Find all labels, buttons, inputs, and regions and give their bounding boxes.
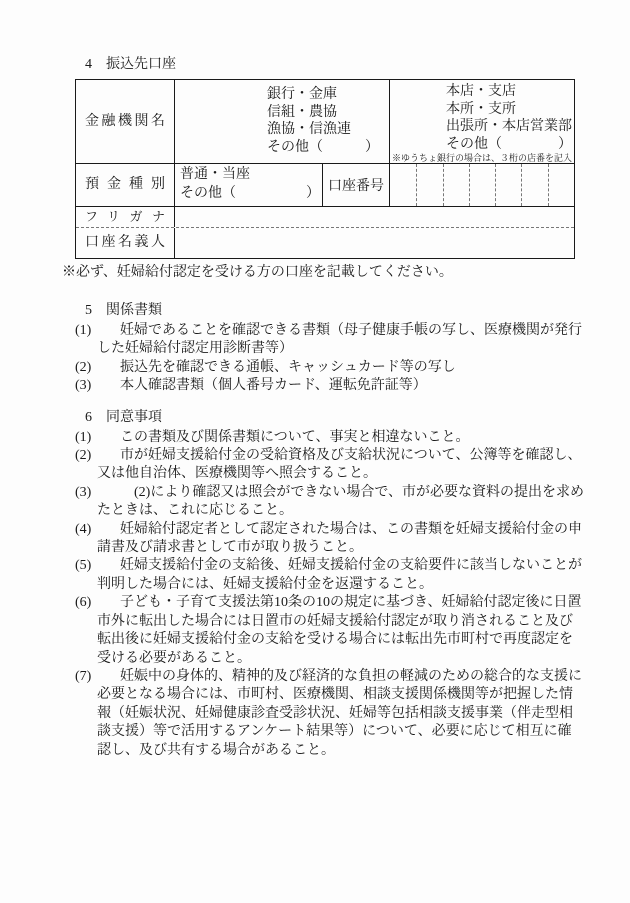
item-line: この書類及び関係書類について、事実と相違ないこと。 — [120, 429, 470, 445]
item-line: 必要となる場合には、市町村、医療機関、相談支援関係機関等が把握した情 — [97, 687, 573, 703]
deposit-type-options — [180, 166, 322, 203]
deposit-type-label: 預金種別 — [85, 177, 165, 192]
list-item — [60, 322, 582, 359]
account-number-digit-cell[interactable] — [390, 164, 416, 206]
branch-type-options — [446, 83, 574, 153]
bank-type-option: 漁協・信漁連 — [267, 122, 351, 137]
item-line: 談支援）等で活用するアンケート結果等）について、必要に応じて相互に確 — [97, 724, 572, 740]
deposit-type-label-cell — [76, 164, 175, 206]
list-item — [60, 429, 575, 447]
related-documents-list — [60, 322, 582, 396]
item-marker: (2) — [75, 448, 92, 464]
item-marker: (1) — [75, 429, 92, 445]
item-line: した妊婦給付認定用診断書等） — [97, 341, 293, 357]
account-number-digit-cell[interactable] — [416, 164, 442, 206]
item-marker: (2) — [75, 359, 92, 375]
account-number-digit-cell[interactable] — [548, 164, 574, 206]
item-line: (2)により確認又は照会ができない場合で、市が必要な資料の提出を求め — [120, 484, 585, 500]
account-table — [75, 79, 575, 259]
section4-heading: 4 振込先口座 — [85, 57, 176, 72]
consent-items-list — [60, 429, 585, 760]
branch-type-option: 出張所・本店営業部 — [446, 119, 572, 134]
item-line: たときは、これに応じること。 — [97, 503, 293, 519]
furigana-label-cell — [76, 207, 175, 227]
item-line: 妊娠中の身体的、精神的及び経済的な負担の軽減のための総合的な支援に — [120, 668, 582, 684]
section6-heading: 6 同意事項 — [85, 409, 162, 425]
list-item — [60, 447, 582, 484]
yucho-branch-note: ※ゆうちょ銀行の場合は、３桁の店番を記入 — [391, 153, 572, 163]
list-item — [60, 484, 585, 521]
account-holder-value-cell[interactable] — [175, 228, 574, 258]
financial-institution-label: 金融機関名 — [85, 113, 165, 129]
item-marker: (3) — [75, 378, 92, 394]
item-line: 請書及び請求書として市が取り扱うこと。 — [97, 540, 363, 556]
deposit-type-cell[interactable] — [175, 164, 323, 206]
list-item — [60, 521, 582, 558]
item-line: 市外に転出した場合には日置市の妊婦支援給付認定が取り消されること及び — [97, 613, 573, 629]
account-holder-label-cell — [76, 228, 175, 258]
account-number-digit-cell[interactable] — [443, 164, 469, 206]
item-line: 転出後に妊婦支援給付金の支給を受ける場合には転出先市町村で再度認定を — [97, 632, 573, 648]
branch-name-cell[interactable] — [390, 80, 574, 163]
item-marker: (5) — [75, 558, 92, 574]
list-item — [60, 377, 575, 395]
bank-type-options — [267, 86, 389, 156]
item-line: 報（妊娠状況、妊婦健康診査受診状況、妊婦等包括相談支援事業（伴走型相 — [97, 705, 573, 721]
item-line: 認し、及び共有する場合があること。 — [97, 742, 335, 758]
furigana-value-cell[interactable] — [175, 207, 574, 227]
bank-type-option: 銀行・金庫 — [267, 87, 337, 102]
branch-type-option: 本所・支所 — [446, 101, 516, 117]
section5-heading: 5 関係書類 — [85, 303, 162, 318]
item-line: 又は他自治体、医療機関等へ照会すること。 — [97, 466, 377, 482]
list-item — [60, 668, 582, 760]
item-line: 市が妊婦支援給付金の受給資格及び支給状況について、公簿等を確認し、 — [120, 448, 582, 464]
deposit-type-option: 普通・当座 — [180, 167, 250, 182]
list-item — [60, 359, 575, 377]
item-marker: (3) — [75, 484, 92, 500]
bank-type-option: 信組・農協 — [267, 104, 337, 120]
furigana-label: フリガナ — [85, 209, 165, 224]
account-number-digit-cell[interactable] — [521, 164, 547, 206]
account-number-digit-cell[interactable] — [469, 164, 495, 206]
account-number-label: 口座番号 — [328, 179, 384, 194]
list-item — [60, 557, 582, 594]
bank-name-cell[interactable] — [175, 80, 390, 163]
item-line: 判明した場合には、妊婦支援給付金を返還すること。 — [97, 576, 433, 592]
table-row-deposit-type — [76, 163, 574, 206]
bank-type-option: その他（ ） — [267, 139, 379, 155]
item-line: 本人確認書類（個人番号カード、運転免許証等） — [120, 378, 427, 394]
item-line: 子ども・子育て支援法第10条の10の規定に基づき、妊婦給付認定後に日置 — [120, 595, 582, 611]
branch-type-option: その他（ ） — [446, 136, 572, 152]
item-marker: (1) — [75, 323, 92, 338]
item-line: 受ける必要があること。 — [97, 650, 251, 666]
list-item — [60, 594, 582, 668]
item-marker: (7) — [75, 668, 92, 684]
item-marker: (4) — [75, 521, 92, 537]
account-requirement-note: ※必ず、妊婦給付認定を受ける方の口座を記載してください。 — [62, 265, 453, 280]
item-line: 妊婦であることを確認できる書類（母子健康手帳の写し、医療機関が発行 — [120, 323, 582, 338]
table-row-financial-institution — [76, 80, 574, 163]
account-number-digit-cell[interactable] — [495, 164, 521, 206]
account-number-boxes — [390, 164, 574, 206]
account-number-label-cell — [323, 164, 390, 206]
financial-institution-label-cell — [76, 80, 175, 163]
table-row-furigana — [76, 206, 574, 227]
item-line: 妊婦給付認定者として認定された場合は、この書類を妊婦支援給付金の申 — [120, 521, 582, 537]
item-line: 振込先を確認できる通帳、キャッシュカード等の写し — [120, 359, 456, 375]
account-holder-label: 口座名義人 — [85, 235, 165, 250]
table-row-account-holder — [76, 227, 574, 258]
branch-type-option: 本店・支店 — [446, 84, 516, 99]
item-line: 妊婦支援給付金の支給後、妊婦支援給付金の支給要件に該当しないことが — [120, 558, 582, 574]
deposit-type-option: その他（ ） — [180, 185, 320, 201]
item-marker: (6) — [75, 595, 92, 611]
